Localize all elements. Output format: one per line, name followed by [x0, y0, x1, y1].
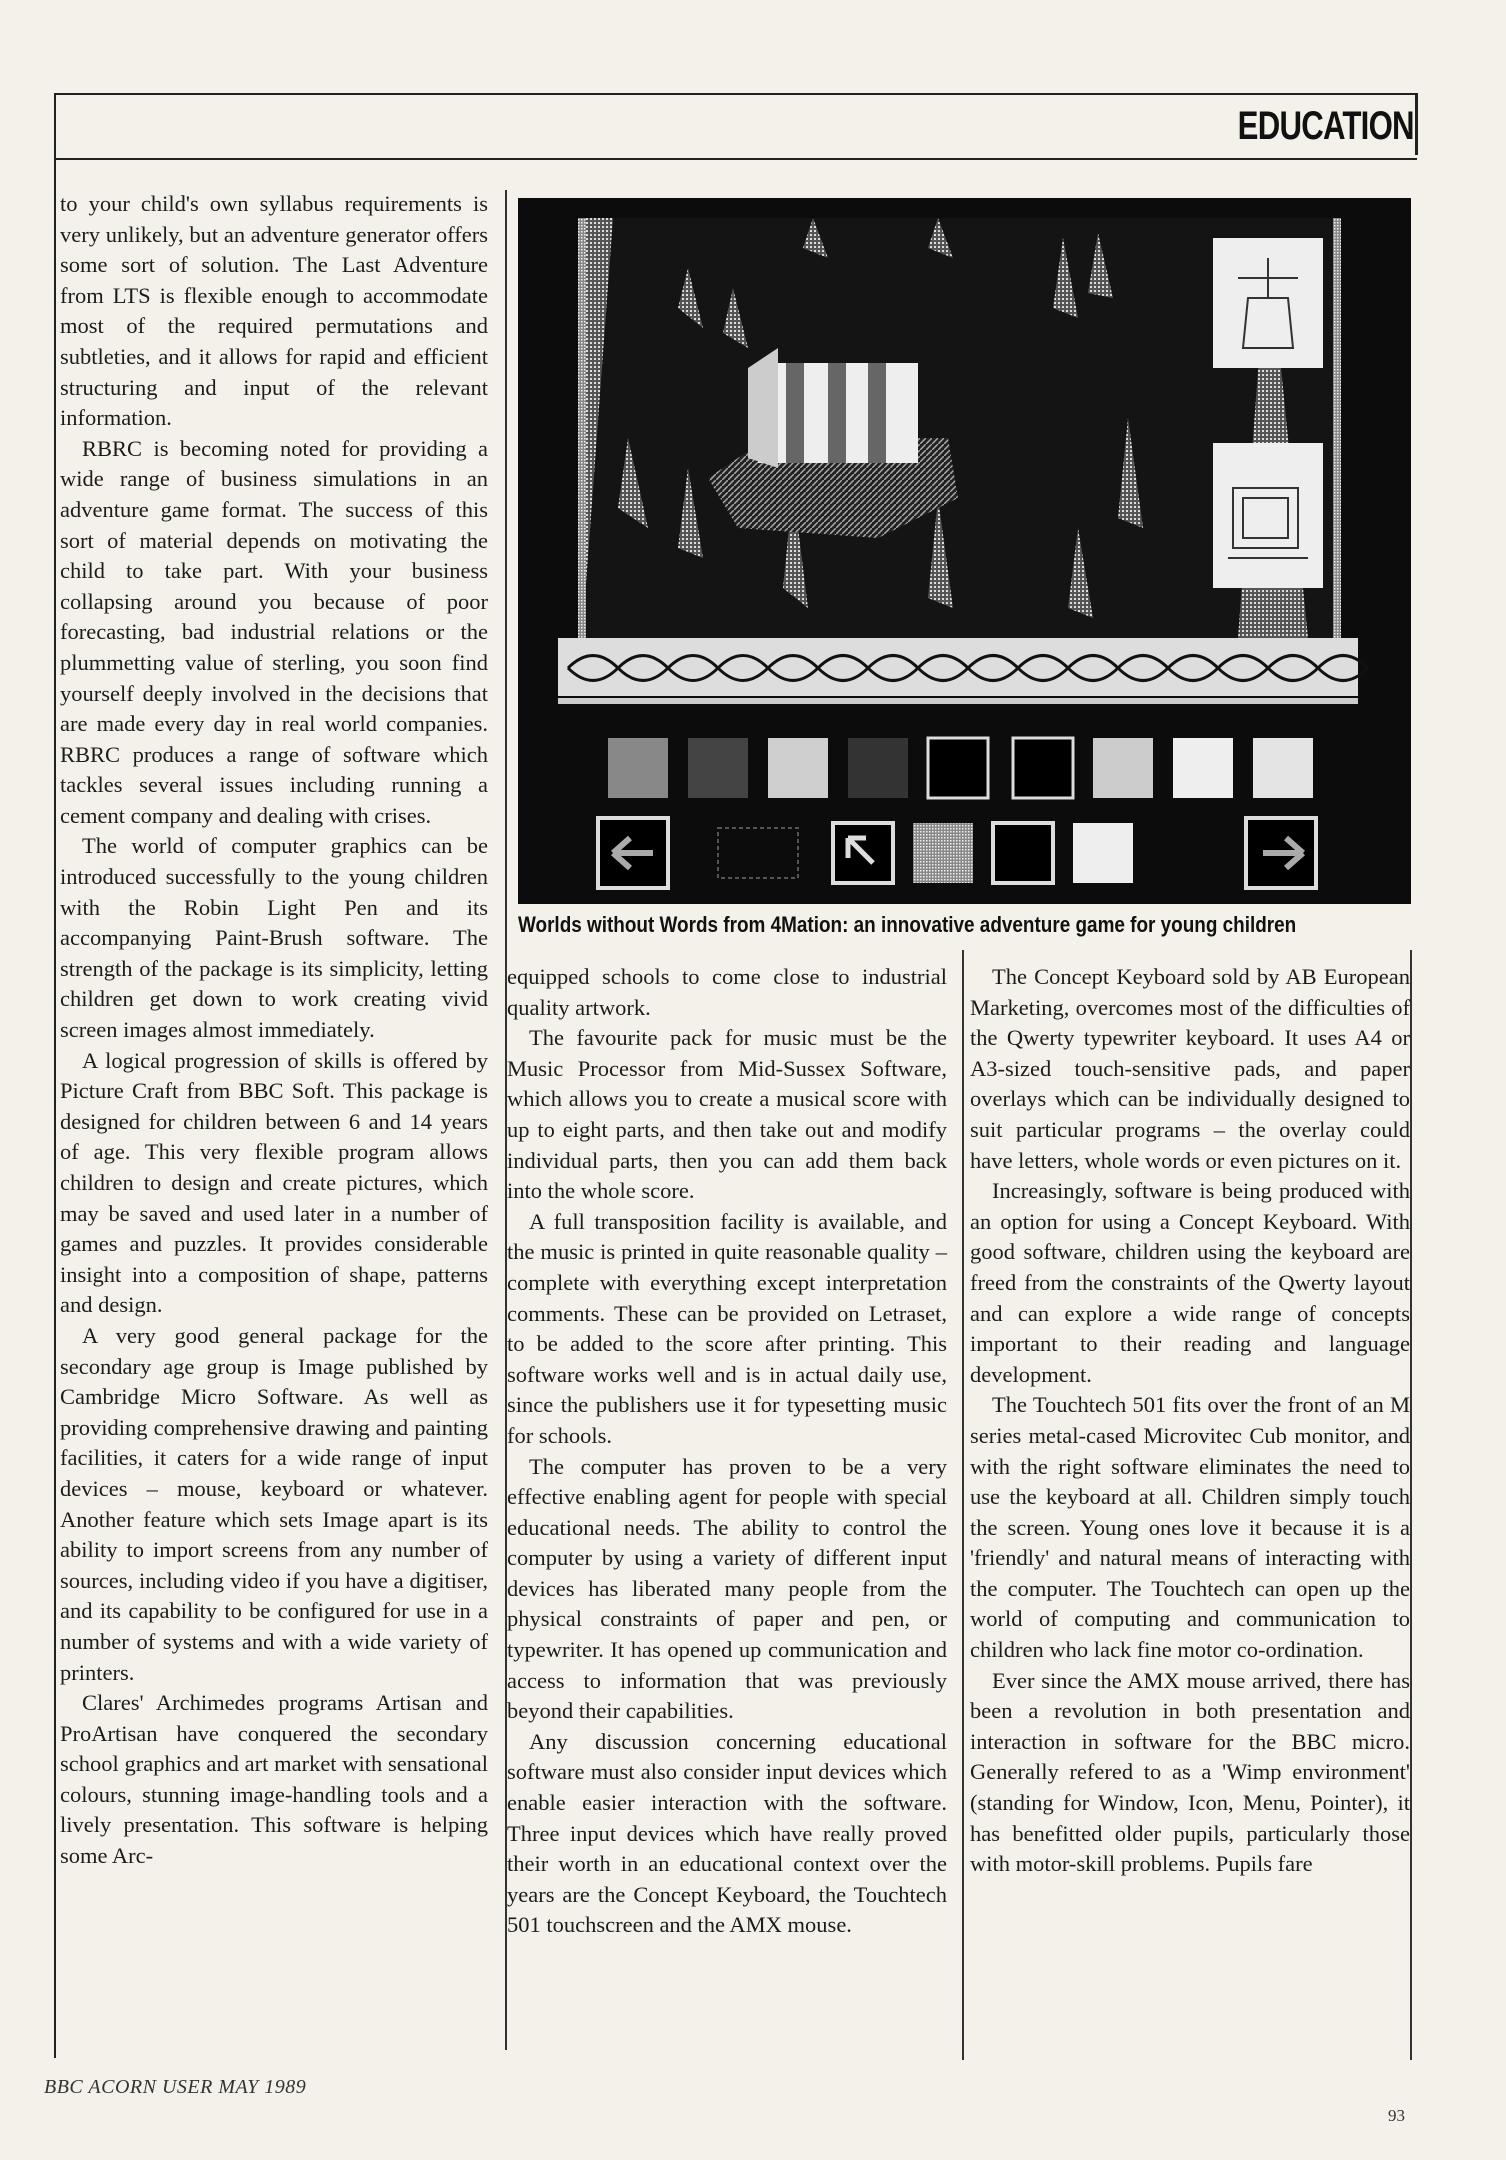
page-number: 93	[1388, 2106, 1405, 2125]
paragraph: The Touchtech 501 fits over the front of an M series metal-cased Microvitec Cub monitor, and with the right software eliminates the need to use the keyboard at all. Children simply touch the screen. Young ones love it because it is a 'friendly' and natural means of interacting with the computer. The Touchtech can open up the world of computing and communication to children who lack fine motor co-ordination.	[970, 1392, 1410, 1663]
paragraph: A logical progression of skills is offered by Picture Craft from BBC Soft. This package is designed for children between 6 and 14 years of age. This very flexible program allows children to design and create pictures, which may be saved and used later in a number of games and puzzles. It provides considerable insight into a composition of shape, patterns and design.	[60, 1047, 488, 1318]
section-title: EDUCATION	[1237, 104, 1414, 148]
text-column-1	[60, 189, 488, 1872]
paragraph: equipped schools to come close to industrial quality artwork.	[507, 964, 947, 1020]
paragraph: A full transposition facility is available, and the music is printed in quite reasonable quality – complete with everything except interpretation comments. These can be provided on Letraset, to be added to the score after printing. This software works well and is in actual daily use, since the publishers use it for typesetting music for schools.	[507, 1208, 947, 1448]
page-frame-top	[54, 93, 1417, 95]
paragraph: Clares' Archimedes programs Artisan and ProArtisan have conquered the secondary school graphics and art market with sensational colours, stunning image-handling tools and a lively presentation. This software is helping some Arc-	[60, 1690, 488, 1869]
column-rule	[962, 950, 964, 2060]
figure-caption: Worlds without Words from 4Mation: an innovative adventure game for young children	[518, 912, 1297, 937]
paragraph: The Concept Keyboard sold by AB European Marketing, overcomes most of the difficulties of the Qwerty typewriter keyboard. It uses A4 or A3-sized touch-sensitive pads, and paper overlays which can be individually designed to suit particular programs – the overlay could have letters, whole words or even pictures on it.	[970, 964, 1410, 1173]
text-column-2	[507, 962, 947, 1941]
column-rule	[1410, 950, 1412, 2060]
paragraph: A very good general package for the secondary age group is Image published by Cambridge Micro Software. As well as providing comprehensive drawing and painting facilities, it caters for a wide range of input devices – mouse, keyboard or whatever. Another feature which sets Image apart is its ability to import screens from any number of sources, including video if you have a digitiser, and its capability to be configured for use in a number of systems and with a wide variety of printers.	[60, 1322, 488, 1685]
paragraph: RBRC is becoming noted for providing a wide range of business simulations in an adventure game format. The success of this sort of material depends on motivating the child to take part. With your business collapsing around you because of poor forecasting, bad industrial relations or the plummetting value of sterling, you soon find yourself deeply involved in the decisions that are made every day in real world companies. RBRC produces a range of software which tackles several issues including running a cement company and dealing with crises.	[60, 435, 488, 828]
page-frame-left	[54, 93, 56, 2058]
text-column-3	[970, 962, 1410, 1880]
paragraph: Ever since the AMX mouse arrived, there has been a revolution in both presentation and interaction in software for the BBC micro. Generally refered to as a 'Wimp environment' (standing for Window, Icon, Menu, Pointer), it has benefitted older pupils, particularly those with motor-skill problems. Pupils fare	[970, 1667, 1410, 1877]
game-screenshot	[518, 198, 1411, 904]
paragraph: The favourite pack for music must be the Music Processor from Mid-Sussex Software, which allows you to create a musical score with up to eight parts, and then take out and modify individual parts, then you can add them back into the whole score.	[507, 1025, 947, 1204]
paragraph: The world of computer graphics can be introduced successfully to the young children with the Robin Light Pen and its accompanying Paint-Brush software. The strength of the package is its simplicity, letting children get down to work creating vivid screen images almost immediately.	[60, 833, 488, 1043]
paragraph: Any discussion concerning educational software must also consider input devices which enable easier interaction with the software. Three input devices which have really proved their worth in an educational context over the years are the Concept Keyboard, the Touchtech 501 touchscreen and the AMX mouse.	[507, 1728, 947, 1938]
page-frame-right	[1415, 93, 1418, 155]
paragraph: to your child's own syllabus requirements is very unlikely, but an adventure generator offers some sort of solution. The Last Adventure from LTS is flexible enough to accommodate most of the required permutations and subtleties, and it allows for rapid and efficient structuring and input of the relevant information.	[60, 191, 488, 431]
paragraph: The computer has proven to be a very effective enabling agent for people with special educational needs. The ability to control the computer by using a variety of different input devices has liberated many people from the physical constraints of paper and pen, or typewriter. It has opened up communication and access to information that was previously beyond their capabilities.	[507, 1453, 947, 1724]
publication-footer: BBC ACORN USER MAY 1989	[44, 2076, 307, 2098]
paragraph: Increasingly, software is being produced with an option for using a Concept Keyboard. With good software, children using the keyboard are freed from the constraints of the Qwerty layout and can explore a wide range of concepts important to their reading and language development.	[970, 1178, 1410, 1387]
header-rule	[54, 158, 1417, 160]
